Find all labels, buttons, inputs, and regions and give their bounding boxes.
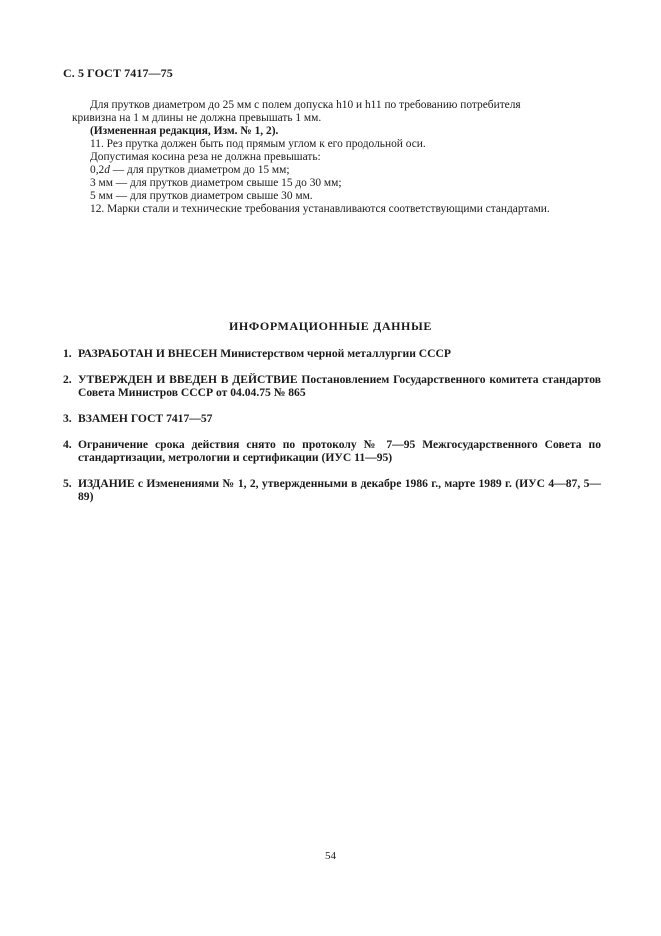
body-text — [72, 99, 612, 216]
revision-note: (Измененная редакция, Изм. № 1, 2). — [90, 125, 279, 137]
paragraph-11-sub: Допустимая косина реза не должна превышать: — [90, 151, 321, 163]
info-item-number: 5. — [63, 477, 72, 490]
info-item-text: ВЗАМЕН ГОСТ 7417—57 — [78, 412, 213, 425]
info-item — [63, 373, 601, 399]
info-item-number: 1. — [63, 347, 72, 360]
tolerance-item-c: 5 мм — для прутков диаметром свыше 30 мм. — [90, 190, 313, 202]
info-item-text: Ограничение срока действия снято по протоколу № 7—95 Межгосударственного Совета по стандартизации, метрологии и сертификации (ИУС 11—95) — [78, 438, 601, 464]
info-item-text: ИЗДАНИЕ с Изменениями № 1, 2, утвержденными в декабре 1986 г., марте 1989 г. (ИУС 4—87, 5—89) — [78, 477, 601, 503]
paragraph-12: 12. Марки стали и технические требования устанавливаются соответствующими стандартами. — [90, 203, 550, 215]
info-item — [63, 347, 601, 360]
info-section-title: ИНФОРМАЦИОННЫЕ ДАННЫЕ — [229, 319, 432, 333]
tolerance-item-a — [72, 164, 612, 177]
diameter-variable: d — [104, 164, 110, 176]
paragraph-curvature-line1: Для прутков диаметром до 25 мм с полем допуска h10 и h11 по требованию потребителя — [90, 99, 521, 111]
tolerance-item-a-text: — для прутков диаметром до 15 мм; — [109, 164, 290, 176]
info-item-number: 3. — [63, 412, 72, 425]
info-item-number: 4. — [63, 438, 72, 451]
paragraph-11: 11. Рез прутка должен быть под прямым углом к его продольной оси. — [90, 138, 426, 150]
page-header: С. 5 ГОСТ 7417—75 — [63, 66, 173, 80]
info-item-number: 2. — [63, 373, 72, 386]
paragraph-curvature-line2: кривизна на 1 м длины не должна превышать 1 мм. — [72, 112, 322, 124]
info-item-text: УТВЕРЖДЕН И ВВЕДЕН В ДЕЙСТВИЕ Постановлением Государственного комитета стандартов Совета Министров СССР от 04.04.75 № 865 — [78, 373, 601, 399]
info-item-text: РАЗРАБОТАН И ВНЕСЕН Министерством черной металлургии СССР — [78, 347, 451, 360]
info-item — [63, 438, 601, 464]
tolerance-item-a-value: 0,2 — [90, 164, 105, 176]
info-item — [63, 412, 601, 425]
page-number: 54 — [325, 850, 336, 862]
info-list — [63, 347, 601, 516]
info-item — [63, 477, 601, 503]
tolerance-item-b: 3 мм — для прутков диаметром свыше 15 до 30 мм; — [90, 177, 342, 189]
